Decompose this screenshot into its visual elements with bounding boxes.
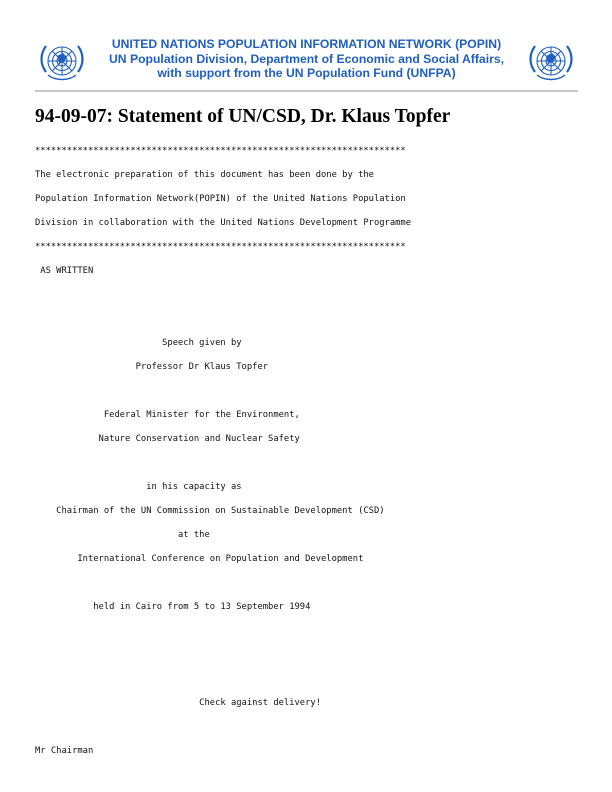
header-line-1: UNITED NATIONS POPULATION INFORMATION NETWORK (POPIN) — [111, 37, 502, 51]
body-text-line: held in Cairo from 5 to 13 September 1994 — [35, 602, 311, 612]
body-text-line: Population Information Network(POPIN) of the United Nations Population — [35, 194, 406, 204]
body-text-line: Mr Chairman — [35, 746, 94, 756]
header-text — [91, 37, 522, 81]
page-title: 94-09-07: Statement of UN/CSD, Dr. Klaus Topfer — [35, 106, 451, 127]
header-line-2: UN Population Division, Department of Economic and Social Affairs, — [108, 51, 505, 66]
un-emblem-icon — [37, 38, 87, 84]
body-text-line: Nature Conservation and Nuclear Safety — [35, 434, 300, 444]
body-text-line: International Conference on Population and Development — [35, 554, 364, 564]
page-header — [35, 36, 578, 92]
body-text-line: Professor Dr Klaus Topfer — [35, 362, 269, 372]
body-text-line: at the — [35, 530, 210, 540]
header-line-3: with support from the UN Population Fund (UNFPA) — [157, 66, 456, 80]
body-text-line: The electronic preparation of this document has been done by the — [35, 170, 374, 180]
separator-line: ********************************************************************** — [35, 242, 406, 252]
body-text-line: in his capacity as — [35, 482, 242, 492]
un-emblem-icon — [526, 38, 576, 84]
separator-line: ********************************************************************** — [35, 146, 406, 156]
body-text-line: AS WRITTEN — [35, 266, 94, 276]
body-text-line: Check against delivery! — [35, 698, 321, 708]
body-text-line: Speech given by — [35, 338, 242, 348]
body-text-line: Division in collaboration with the United Nations Development Programme — [35, 218, 412, 228]
body-text-line: Federal Minister for the Environment, — [35, 410, 300, 420]
body-text-line: Chairman of the UN Commission on Sustainable Development (CSD) — [35, 506, 385, 516]
